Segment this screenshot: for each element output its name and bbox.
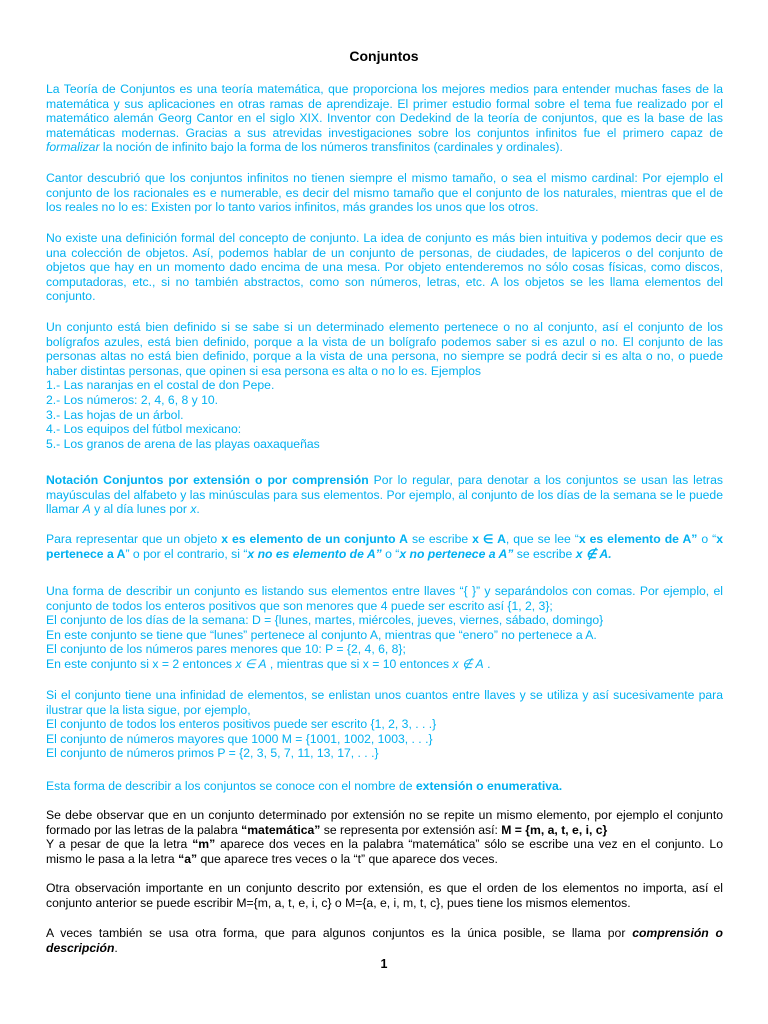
notation-heading: Notación Conjuntos por extensión o por comprensión	[46, 473, 369, 487]
notation-text: .	[196, 502, 200, 517]
paragraph-no-repeat	[46, 808, 723, 866]
membership-text: o “	[697, 532, 717, 546]
no-repeat-bold: “a”	[178, 851, 198, 866]
example-item: 5.- Los granos de arena de las playas oaxaqueñas	[46, 436, 320, 451]
membership-bold: x ∈ A	[472, 532, 506, 546]
infinite-line: El conjunto de números primos P = {2, 3, 5, 7, 11, 13, 17, . . .}	[46, 746, 379, 761]
membership-bold-italic: x no pertenece a A”	[399, 546, 514, 561]
notation-var-a: A	[82, 502, 91, 517]
extension-formula: x ∉ A	[452, 656, 484, 671]
membership-text: se escribe	[513, 546, 576, 561]
paragraph-notation	[46, 473, 723, 517]
membership-bold: x es elemento de A”	[578, 532, 698, 546]
comprehension-text: .	[114, 940, 118, 955]
well-defined-text: Un conjunto está bien definido si se sabe si un determinado elemento pertenece o no al conjunto, así el conjunto de los bolígrafos azules, está bien definido, porque a la vista de un bolígrafo podemos saber si es azul o no. El conjunto de las personas altas no está bien definido, porque a la vista de una persona, no siempre se podrá decir si es alta o no, o puede haber distintas personas, que opinen si esa persona es alta o no lo es. Ejemplos	[46, 320, 723, 378]
infinite-line: Si el conjunto tiene una infinidad de elementos, se enlistan unos cuantos entre llaves y se utiliza y así sucesivamente para ilustrar que la lista sigue, por ejemplo,	[46, 688, 723, 717]
no-repeat-bold: “m”	[192, 837, 216, 852]
paragraph-infinite-sets	[46, 688, 723, 761]
extension-text: En este conjunto si x = 2 entonces	[46, 656, 236, 671]
paragraph-extension-examples	[46, 584, 723, 672]
membership-text: o “	[381, 546, 400, 561]
paragraph-enumerative	[46, 779, 723, 794]
extension-line: El conjunto de los días de la semana: D = {lunes, martes, miércoles, jueves, viernes, sábado, domingo}	[46, 613, 604, 628]
paragraph-comprehension	[46, 926, 723, 955]
intro-text: La Teoría de Conjuntos es una teoría matemática, que proporciona los mejores medios para entender muchas fases de la matemática y sus aplicaciones en otras ramas de aprendizaje. El primer estudio formal sobre el tema fue realizado por el matemático alemán Georg Cantor en el siglo XIX. Inventor con Dedekind de la teoría de conjuntos, que es la base de las matemáticas modernas. Gracias a sus atrevidas investigaciones sobre los conjuntos infinitos fue el primero capaz de	[46, 82, 723, 140]
paragraph-definition: No existe una definición formal del concepto de conjunto. La idea de conjunto es más bien intuitiva y podemos decir que es una colección de objetos. Así, podemos hablar de un conjunto de personas, de ciudades, de lapiceros o del conjunto de objetos que hay en un momento dado encima de una mesa. Por objeto entenderemos no sólo cosas físicas, como discos, computadoras, etc., si no también abstractos, como son números, letras, etc. A los objetos se les llama elementos del conjunto.	[46, 231, 723, 304]
no-repeat-text: aparece dos veces en la palabra “matemática” sólo se escribe una vez en el conjunto. Lo mismo le pasa a la letra	[46, 837, 723, 866]
infinite-line: El conjunto de todos los enteros positivos puede ser escrito {1, 2, 3, . . .}	[46, 717, 437, 732]
notation-text: Por lo regular, para denotar a los conjuntos se usan las letras mayúsculas del alfabeto y las minúsculas para sus elementos. Por ejemplo, al conjunto de los días de la semana se le puede llamar	[46, 473, 723, 517]
membership-bold-italic: x no es elemento de A”	[247, 546, 382, 561]
extension-text: , mientras que si x = 10 entonces	[266, 656, 453, 671]
example-item: 1.- Las naranjas en el costal de don Pepe.	[46, 378, 275, 393]
membership-text: Para representar que un objeto	[46, 532, 222, 546]
no-repeat-bold: M = {m, a, t, e, i, c}	[501, 822, 608, 837]
example-item: 2.- Los números: 2, 4, 6, 8 y 10.	[46, 392, 219, 407]
comprehension-text: A veces también se usa otra forma, que para algunos conjuntos es la única posible, se llama por	[46, 926, 633, 940]
paragraph-membership	[46, 532, 723, 561]
enumerative-bold: extensión o enumerativa.	[415, 779, 563, 793]
no-repeat-text: Se debe observar que en un conjunto determinado por extensión no se repite un mismo elemento, por ejemplo el conjunto formado por las letras de la palabra	[46, 808, 723, 837]
intro-italic: formalizar	[46, 140, 100, 155]
paragraph-cantor: Cantor descubrió que los conjuntos infinitos no tienen siempre el mismo tamaño, o sea el mismo cardinal: Por ejemplo el conjunto de los racionales es e numerable, es decir del mismo tamaño que el conjunto de los naturales, mientras que el de los reales no lo es: Existen por lo tanto varios infinitos, más grandes los unos que los otros.	[46, 171, 723, 215]
comprehension-bold-italic: comprensión o descripción	[46, 926, 723, 955]
no-repeat-text: Y a pesar de que la letra	[46, 837, 193, 852]
notation-var-x: x	[190, 502, 197, 517]
page-number: 1	[380, 957, 388, 971]
membership-text: se escribe	[407, 532, 473, 546]
no-repeat-text: que aparece tres veces o la “t” que aparece dos veces.	[197, 851, 498, 866]
paragraph-order: Otra observación importante en un conjunto descrito por extensión, es que el orden de los elementos no importa, así el conjunto anterior se puede escribir M={m, a, t, e, i, c} o M={a, e, i, m, t, c}, pues tiene los mismos elementos.	[46, 881, 723, 910]
page-title: Conjuntos	[349, 48, 419, 64]
extension-line: En este conjunto se tiene que “lunes” pertenece al conjunto A, mientras que “enero” no pertenece a A.	[46, 627, 597, 642]
membership-bold: x pertenece a A	[46, 532, 724, 561]
membership-text: ” o por el contrario, si “	[125, 546, 248, 561]
intro-tail: la noción de infinito bajo la forma de los números transfinitos (cardinales y ordinales).	[99, 140, 563, 155]
membership-text: , que se lee “	[505, 532, 579, 546]
extension-line	[46, 657, 723, 672]
paragraph-intro	[46, 82, 723, 155]
extension-line: Una forma de describir un conjunto es listando sus elementos entre llaves “{ }” y separándolos con comas. Por ejemplo, el conjunto de todos los enteros positivos que son menores que 4 puede ser escrito así {1, 2, 3};	[46, 584, 723, 613]
no-repeat-text: se representa por extensión así:	[320, 822, 502, 837]
membership-bold: x es elemento de un conjunto A	[221, 532, 408, 546]
no-repeat-bold: “matemática”	[241, 822, 321, 837]
membership-bold-italic: x ∉ A.	[575, 546, 612, 561]
paragraph-well-defined	[46, 320, 723, 451]
example-item: 3.- Las hojas de un árbol.	[46, 407, 184, 422]
notation-text: y al día lunes por	[90, 502, 191, 517]
extension-line: El conjunto de los números pares menores que 10: P = {2, 4, 6, 8};	[46, 642, 406, 657]
enumerative-text: Esta forma de describir a los conjuntos se conoce con el nombre de	[46, 779, 416, 793]
infinite-line: El conjunto de números mayores que 1000 M = {1001, 1002, 1003, . . .}	[46, 731, 433, 746]
extension-text: .	[483, 656, 491, 671]
example-item: 4.- Los equipos del fútbol mexicano:	[46, 422, 242, 437]
extension-formula: x ∈ A	[235, 656, 267, 671]
